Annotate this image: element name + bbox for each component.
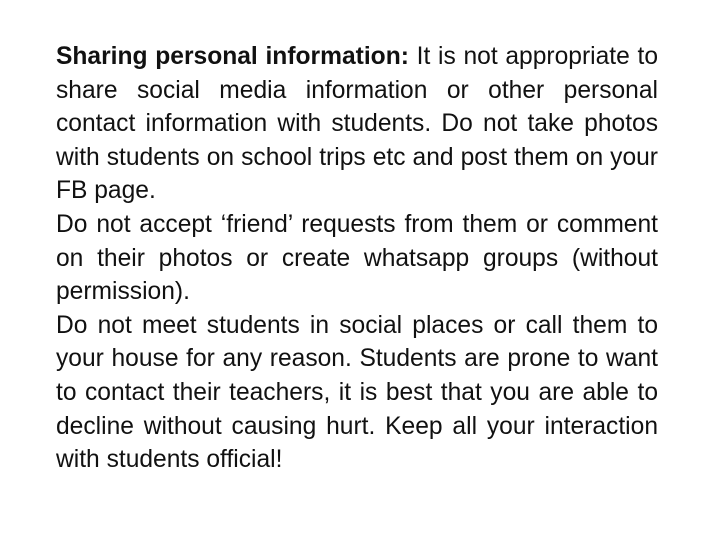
paragraph-friend-requests: Do not accept ‘friend’ requests from them or comment on their photos or create whatsapp groups (without permission). [56, 210, 658, 306]
paragraph-meetings: Do not meet students in social places or call them to your house for any reason. Students are prone to want to contact their teachers, it is best that you are able to decline without causing hurt. Keep all your interaction with students official! [56, 311, 658, 474]
body-text [56, 40, 658, 477]
paragraph-sharing-info [56, 40, 658, 208]
heading-label: Sharing personal information: [56, 43, 409, 70]
paragraph-text: It is not appropriate to share social media information or other personal contact information with students. Do not take photos with students on school trips etc and post them on your FB page. [56, 43, 659, 205]
